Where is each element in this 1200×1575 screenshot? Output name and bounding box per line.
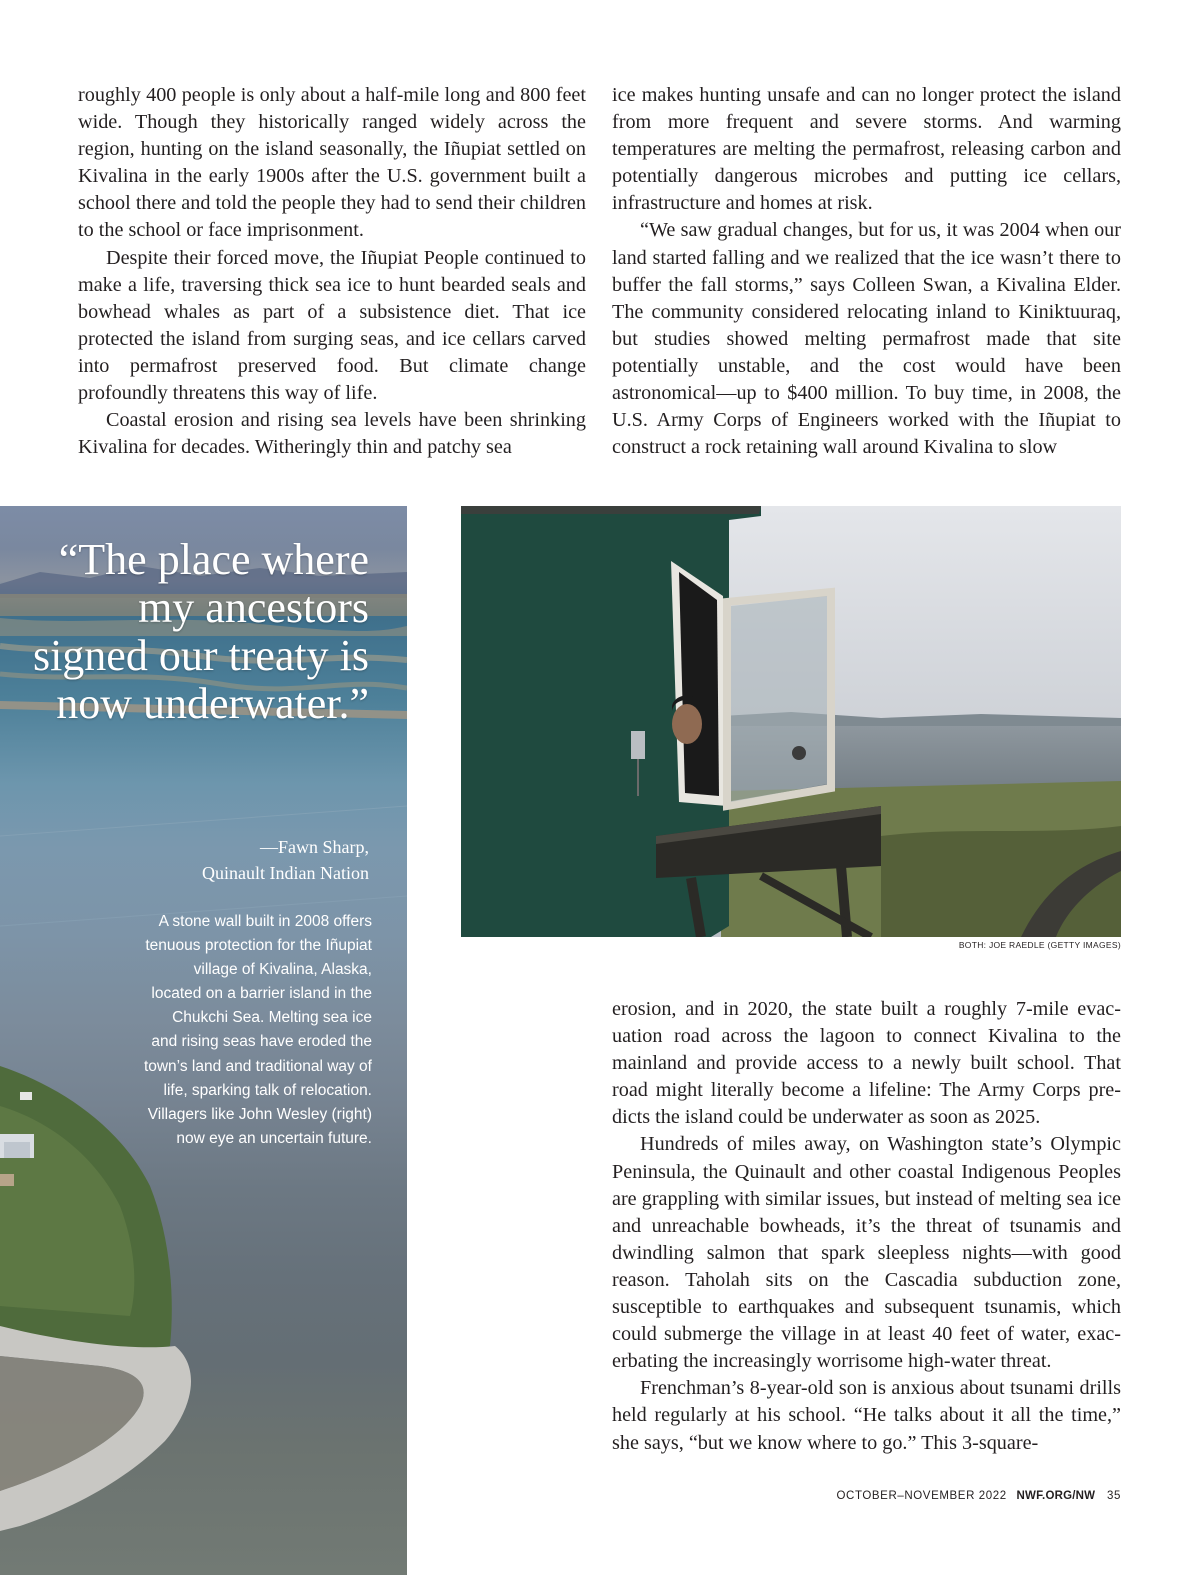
attribution-organization: Quinault Indian Nation xyxy=(202,863,369,883)
house-window-photo xyxy=(461,506,1121,937)
pull-quote-attribution xyxy=(49,834,369,886)
article-paragraph: ice makes hunting unsafe and can no longer protect the island from more frequent and severe storms. And warming temperatures are melting the permafrost, releasing carbon and potentially dangerous microbes and putting ice cellars, infrastructure and homes at risk. xyxy=(612,84,1121,215)
article-paragraph: “We saw gradual changes, but for us, it was 2004 when our land started falling and we realized that the ice wasn’t there to buffer the fall storms,” says Colleen Swan, a Kivalina Elder. The community considered relocating inland to Kiniktuuraq, but studies showed melting permafrost made that site potentially unstable, and the cost would have been astronomical—up to $400 million. To buy time, in 2008, the U.S. Army Corps of Engineers worked with the Iñupiat to construct a rock retaining wall around Kivalina to slow xyxy=(612,219,1121,459)
attribution-name: —Fawn Sharp, xyxy=(260,837,369,857)
photo-credit: BOTH: JOE RAEDLE (GETTY IMAGES) xyxy=(958,940,1121,950)
article-column-bottom-right xyxy=(612,996,1121,1457)
house-photo-illustration xyxy=(461,506,1121,937)
article-paragraph: Hundreds of miles away, on Washington state’s Olympic Peninsula, the Quinault and other coastal Indigenous Peoples are grappling with similar issues, but instead of melting sea ice and unreachable bowheads, it’s the threat of tsunamis and dwindling salmon that spark sleepless nights—with good reason. Taholah sits on the Cascadia subduction zone, susceptible to earthquakes and subsequent tsunamis, which could submerge the village in at least 40 feet of water, exacerbating the increasingly worrisome high-water threat. xyxy=(612,1133,1121,1373)
article-column-top-right xyxy=(612,82,1121,461)
article-paragraph: Coastal erosion and rising sea levels have been shrinking Kivalina for decades. Witheringly thin and patchy sea xyxy=(78,409,586,459)
photo-caption: A stone wall built in 2008 offers tenuous protection for the Iñupiat village of Kivalina, Alaska, located on a barrier island in the Chukchi Sea. Melting sea ice and rising seas have eroded the town’s land and traditional way of life, sparking talk of relocation. Villagers like John Wesley (right) now eye an uncertain future. xyxy=(143,913,372,1147)
website-link[interactable]: NWF.ORG/NW xyxy=(1016,1490,1096,1502)
article-column-top-left xyxy=(78,82,586,461)
aerial-photo-kivalina xyxy=(0,506,407,1575)
page-footer xyxy=(837,1490,1122,1502)
article-paragraph: roughly 400 people is only about a half-mile long and 800 feet wide. Though they historically ranged widely across the region, hunting on the island seasonally, the Iñupiat settled on Kivalina in the early 1900s after the U.S. government built a school there and told the people they had to send their children to the school or face imprisonment. xyxy=(78,84,586,242)
article-paragraph: Despite their forced move, the Iñupiat People continued to make a life, traversing thick sea ice to hunt bearded seals and bowhead whales as part of a subsistence diet. That ice protected the island from surging seas, and ice cellars carved into permafrost preserved food. But climate change profoundly threatens this way of life. xyxy=(78,246,586,405)
issue-date: OCTOBER–NOVEMBER 2022 xyxy=(836,1490,1007,1502)
page-number: 35 xyxy=(1107,1490,1121,1502)
article-paragraph: Frenchman’s 8-year-old son is anxious about tsunami drills held regularly at his school. “He talks about it all the time,” she says, “but we know where to go.” This 3-square- xyxy=(612,1377,1121,1454)
article-paragraph: erosion, and in 2020, the state built a roughly 7-mile evacuation road across the lagoon to connect Kivalina to the mainland and provide access to a newly built school. That road might literally become a lifeline: The Army Corps predicts the island could be underwater as soon as 2025. xyxy=(612,998,1121,1129)
pull-quote: “The place where my ancestors signed our treaty is now underwater.” xyxy=(32,535,369,728)
